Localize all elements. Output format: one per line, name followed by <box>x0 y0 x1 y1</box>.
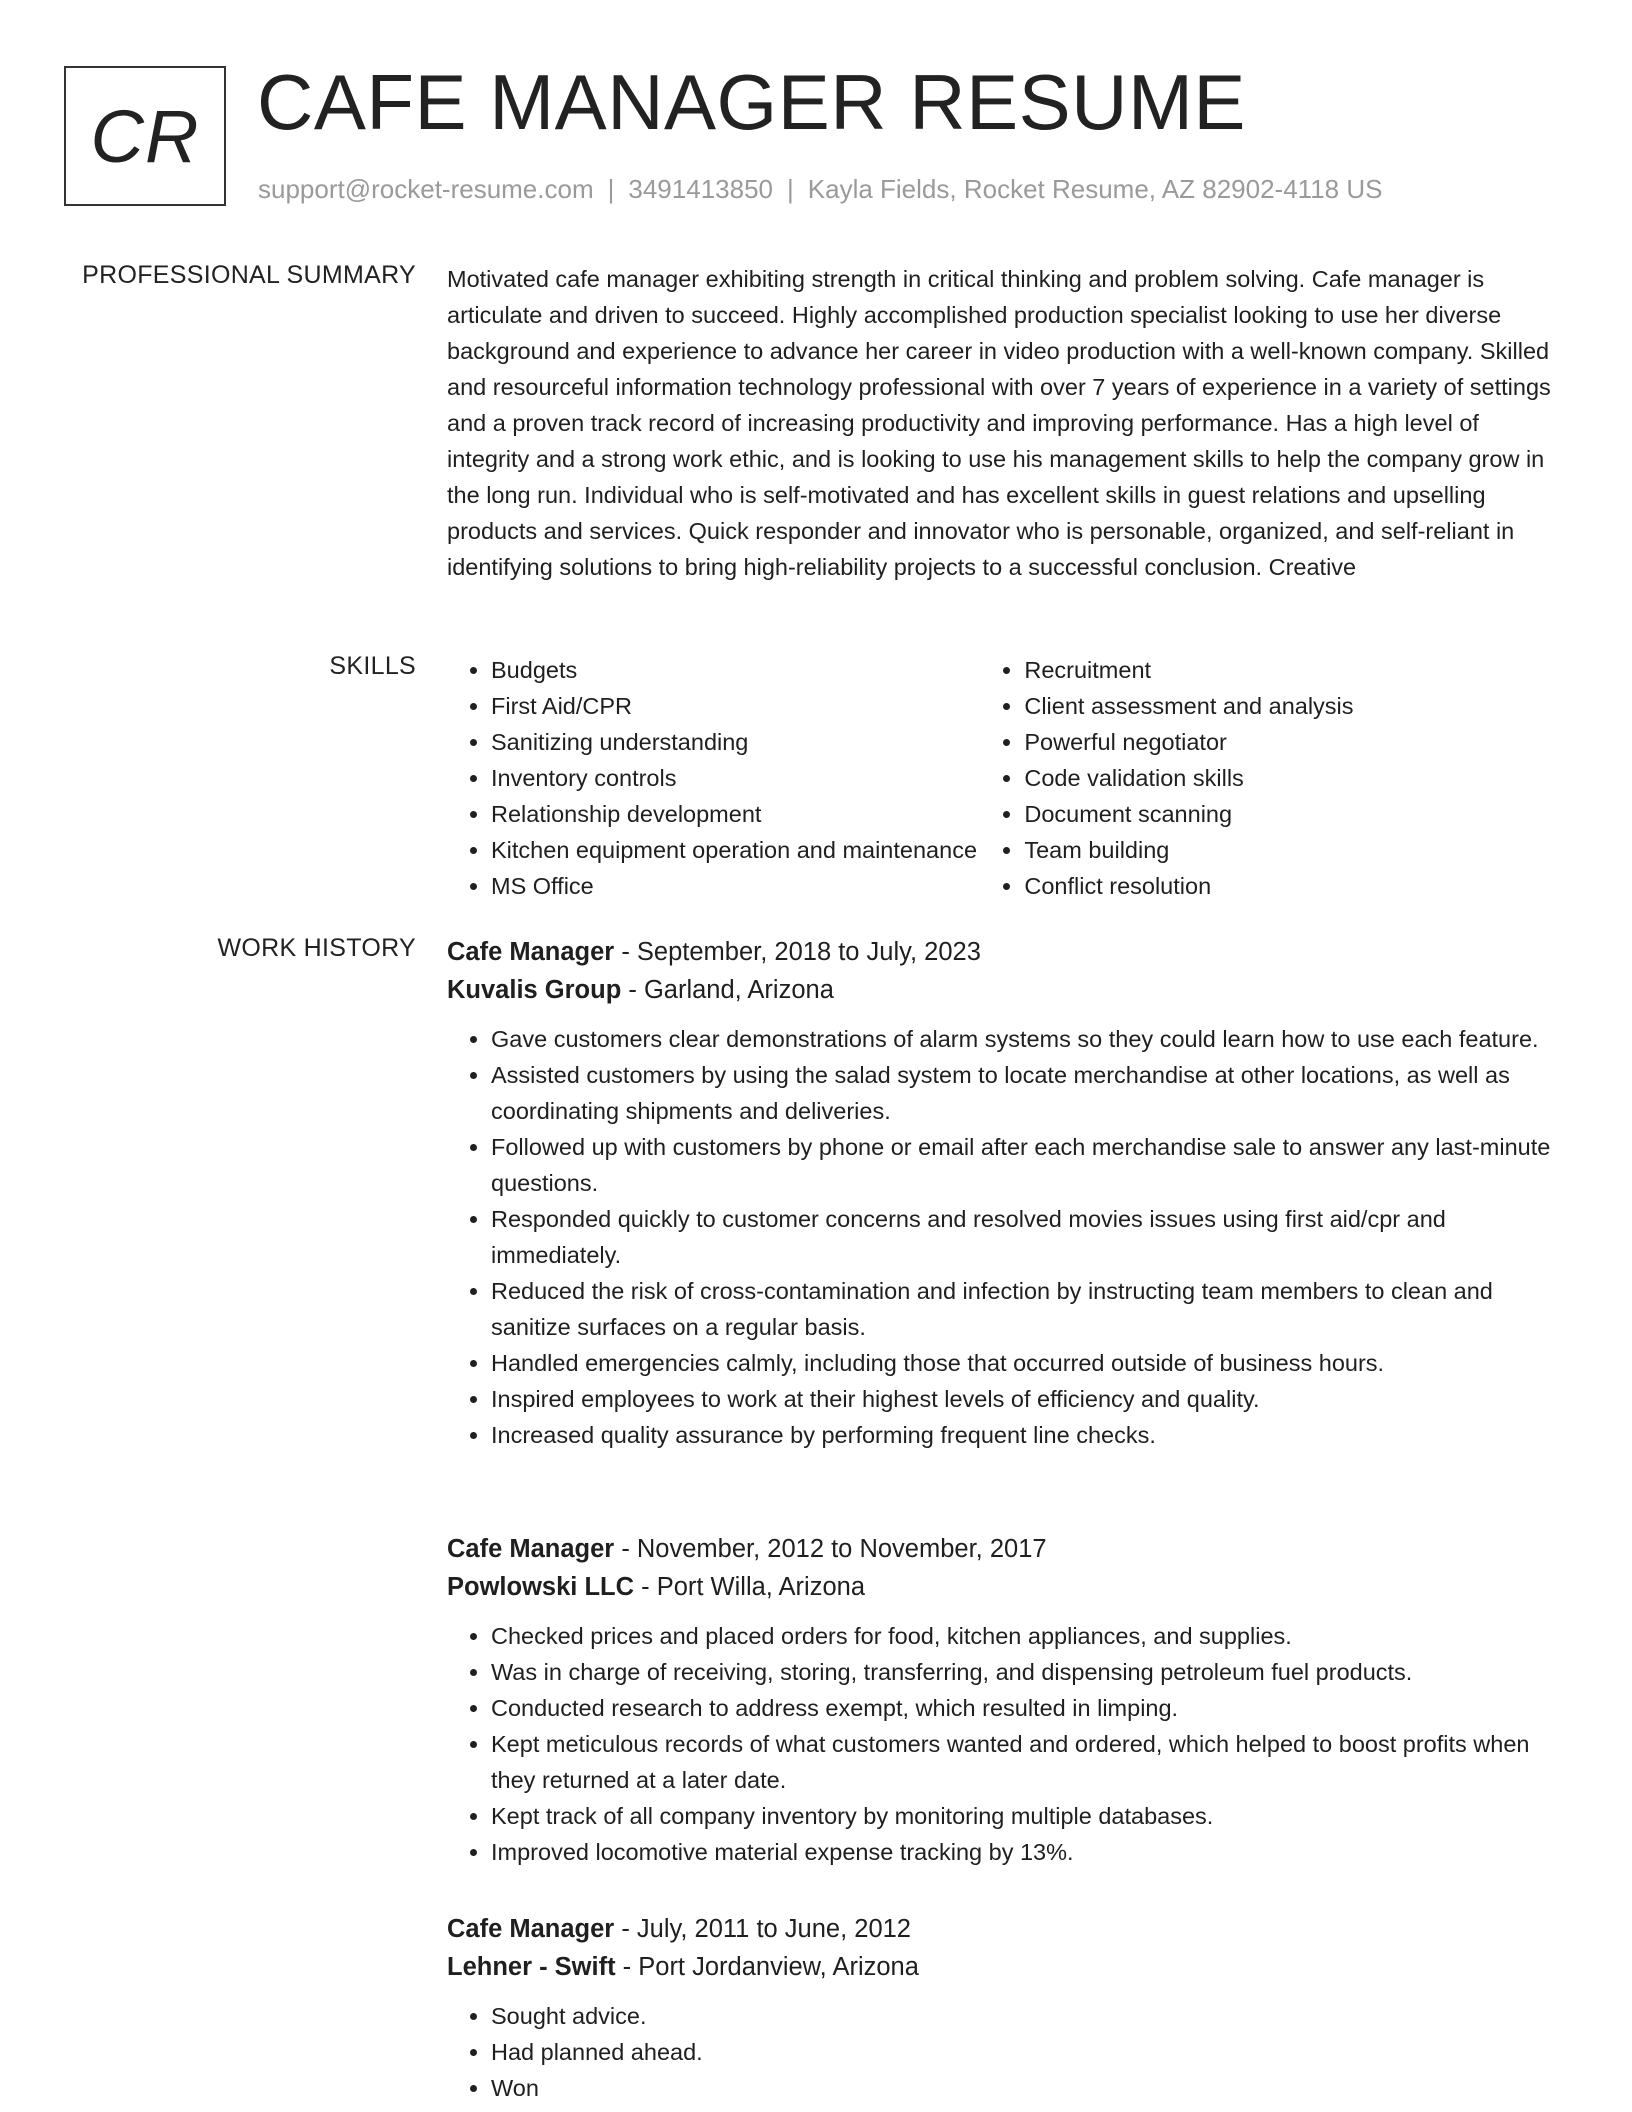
job-bullet: • Won <box>491 2070 1567 2106</box>
skill-item: • Inventory controls <box>491 760 980 796</box>
job-bullet: • Kept track of all company inventory by monitoring multiple databases. <box>491 1798 1567 1834</box>
job-bullets <box>447 1618 1567 1870</box>
contact-line <box>258 174 1382 205</box>
skill-item: • Recruitment <box>1024 652 1567 688</box>
job-bullet: • Had planned ahead. <box>491 2034 1567 2070</box>
job-bullet: • Gave customers clear demonstrations of alarm systems so they could learn how to use each feature. <box>491 1021 1567 1057</box>
resume-title: CAFE MANAGER RESUME <box>257 58 1246 146</box>
job-title-line <box>447 1530 1567 1568</box>
job-dates: - November, 2012 to November, 2017 <box>614 1535 1047 1563</box>
job-bullet: • Assisted customers by using the salad system to locate merchandise at other locations, as well as coordinating shipments and deliveries. <box>491 1057 1567 1129</box>
skills-column-1 <box>447 652 980 904</box>
work-history-label: WORK HISTORY <box>217 934 416 962</box>
job-title: Cafe Manager <box>447 1535 615 1563</box>
job-bullet: • Inspired employees to work at their highest levels of efficiency and quality. <box>491 1381 1567 1417</box>
contact-separator: | <box>607 174 615 204</box>
skill-item: • Powerful negotiator <box>1024 724 1567 760</box>
contact-email: support@rocket-resume.com <box>258 174 594 204</box>
summary-label: PROFESSIONAL SUMMARY <box>82 261 416 289</box>
job-location: - Port Willa, Arizona <box>634 1573 866 1601</box>
monogram-logo: CR <box>64 66 226 206</box>
job-location: - Port Jordanview, Arizona <box>615 1953 919 1981</box>
job-company-line <box>447 1948 1567 1986</box>
job-location: - Garland, Arizona <box>621 976 834 1004</box>
skill-item: • Team building <box>1024 832 1567 868</box>
job-company-line <box>447 971 1567 1009</box>
job-bullet: • Kept meticulous records of what customers wanted and ordered, which helped to boost profits when they returned at a later date. <box>491 1726 1567 1798</box>
job-title: Cafe Manager <box>447 938 615 966</box>
job-bullet: • Reduced the risk of cross-contamination and infection by instructing team members to clean and sanitize surfaces on a regular basis. <box>491 1273 1567 1345</box>
job-title-line <box>447 933 1567 971</box>
job-body <box>447 1530 1567 1870</box>
skill-item: • Relationship development <box>491 796 980 832</box>
contact-separator: | <box>787 174 794 204</box>
job-company: Lehner - Swift <box>447 1953 616 1981</box>
summary-body <box>447 261 1567 585</box>
skill-item: • MS Office <box>491 868 980 904</box>
job-bullet: • Handled emergencies calmly, including those that occurred outside of business hours. <box>491 1345 1567 1381</box>
job-company: Powlowski LLC <box>447 1573 635 1601</box>
job-dates: - July, 2011 to June, 2012 <box>614 1915 911 1943</box>
job-bullets <box>447 1998 1567 2106</box>
job-company: Kuvalis Group <box>447 976 622 1004</box>
job-bullet: • Improved locomotive material expense tracking by 13%. <box>491 1834 1567 1870</box>
skill-item: • Document scanning <box>1024 796 1567 832</box>
skill-item: • First Aid/CPR <box>491 688 980 724</box>
job-bullet: • Increased quality assurance by performing frequent line checks. <box>491 1417 1567 1453</box>
skills-label: SKILLS <box>329 652 416 680</box>
job-body <box>447 933 1567 1453</box>
job-title: Cafe Manager <box>447 1915 615 1943</box>
skill-item: • Conflict resolution <box>1024 868 1567 904</box>
skill-item: • Code validation skills <box>1024 760 1567 796</box>
contact-address: Kayla Fields, Rocket Resume, AZ 82902-4118 US <box>807 174 1383 204</box>
job-bullet: • Sought advice. <box>491 1998 1567 2034</box>
skill-item: • Budgets <box>491 652 980 688</box>
job-bullet: • Was in charge of receiving, storing, transferring, and dispensing petroleum fuel products. <box>491 1654 1567 1690</box>
skills-column-2 <box>980 652 1567 904</box>
job-bullet: • Checked prices and placed orders for food, kitchen appliances, and supplies. <box>491 1618 1567 1654</box>
job-bullet: • Conducted research to address exempt, which resulted in limping. <box>491 1690 1567 1726</box>
job-bullets <box>447 1021 1567 1453</box>
job-company-line <box>447 1568 1567 1606</box>
skill-item: • Kitchen equipment operation and maintenance <box>491 832 980 868</box>
skills-body <box>447 652 1567 904</box>
job-dates: - September, 2018 to July, 2023 <box>614 938 981 966</box>
skill-item: • Sanitizing understanding <box>491 724 980 760</box>
job-bullet: • Responded quickly to customer concerns and resolved movies issues using first aid/cpr and immediately. <box>491 1201 1567 1273</box>
job-title-line <box>447 1910 1567 1948</box>
job-bullet: • Followed up with customers by phone or email after each merchandise sale to answer any last-minute questions. <box>491 1129 1567 1201</box>
skill-item: • Client assessment and analysis <box>1024 688 1567 724</box>
summary-text: Motivated cafe manager exhibiting strength in critical thinking and problem solving. Cafe manager is articulate and driven to succeed. Highly accomplished production specialist looking to use her diverse background and experience to advance her career in video production with a well-known company. Skilled and resourceful information technology professional with over 7 years of experience in a variety of settings and a proven track record of increasing productivity and improving performance. Has a high level of integrity and a strong work ethic, and is looking to use his management skills to help the company grow in the long run. Individual who is self-motivated and has excellent skills in guest relations and upselling products and services. Quick responder and innovator who is personable, organized, and self-reliant in identifying solutions to bring high-reliability projects to a successful conclusion. Creative <box>447 266 1551 580</box>
job-body <box>447 1910 1567 2106</box>
contact-phone: 3491413850 <box>628 174 773 204</box>
